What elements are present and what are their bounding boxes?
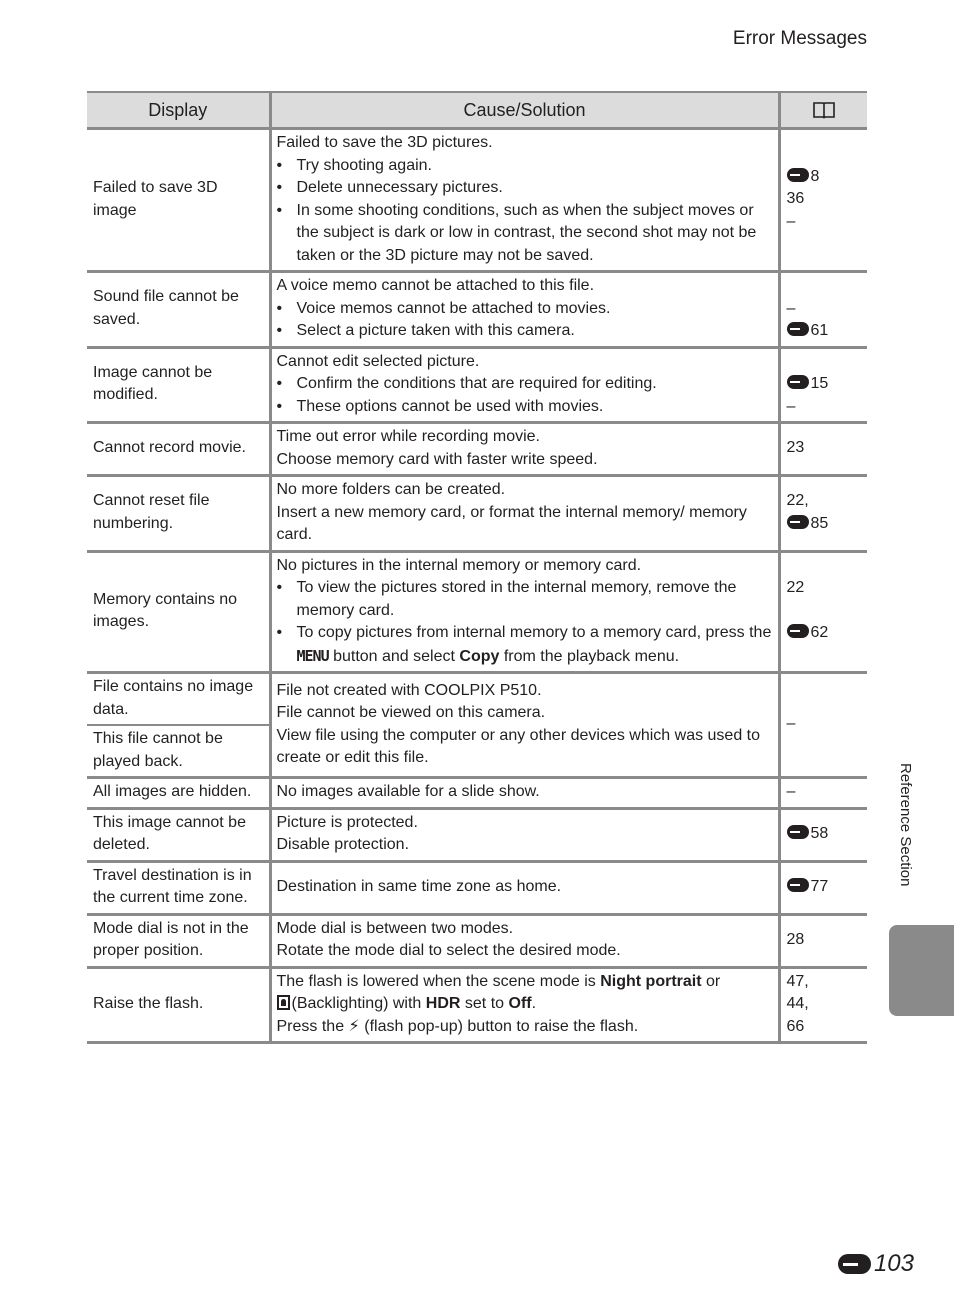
cause-line: Cannot edit selected picture. — [276, 352, 480, 370]
page-ref: 47, — [786, 972, 809, 990]
page-ref: – — [786, 715, 796, 733]
cause-cell — [270, 347, 779, 423]
page-ref: 66 — [786, 1017, 805, 1035]
display-cell: Travel destination is in the current time zone. — [87, 861, 270, 914]
header-reference — [779, 92, 867, 129]
side-section-label: Reference Section — [897, 763, 914, 887]
cause-cell — [270, 272, 779, 348]
reference-cell — [779, 129, 867, 272]
cause-cell — [270, 673, 779, 778]
bullet-item: • In some shooting conditions, such as when the subject moves or the subject is dark or low in contrast, the second shot may not be taken or the 3D picture may not be saved. — [276, 201, 757, 264]
cause-line: File not created with COOLPIX P510. — [276, 681, 542, 699]
cause-line: Mode dial is between two modes. — [276, 919, 514, 937]
backlighting-icon — [277, 995, 290, 1010]
reference-cell — [779, 808, 867, 861]
cause-cell — [270, 476, 779, 552]
page-ref: 62 — [810, 623, 829, 641]
bullet-item: • These options cannot be used with movies. — [276, 397, 604, 415]
section-tab — [889, 925, 954, 1016]
page-header-title: Error Messages — [732, 28, 867, 49]
table-row — [87, 808, 867, 861]
reference-section-icon — [787, 515, 810, 529]
page-ref: – — [786, 299, 796, 317]
reference-section-icon — [787, 825, 810, 839]
cause-line: View file using the computer or any other devices which was used to create or edit this file. — [276, 726, 761, 766]
page-ref: 22 — [786, 578, 805, 596]
page-ref: 61 — [810, 322, 829, 339]
table-row — [87, 778, 867, 809]
table-row — [87, 423, 867, 476]
bullet-item: • Delete unnecessary pictures. — [276, 179, 503, 196]
cause-cell — [270, 808, 779, 861]
page-ref: – — [786, 212, 796, 230]
reference-section-icon — [838, 1254, 872, 1274]
cause-line: No more folders can be created. — [276, 481, 506, 498]
header-cause-solution: Cause/Solution — [270, 92, 779, 129]
cause-line: File cannot be viewed on this camera. — [276, 704, 546, 721]
bullet-item: • Select a picture taken with this camera. — [276, 322, 575, 339]
error-messages-table — [87, 91, 867, 1044]
cause-cell: The flash is lowered when the scene mode is Night portrait or (Backlighting) with HDR set to Off. Press the ⚡ (flash pop-up) button to raise the flash. — [270, 967, 779, 1043]
table-header-row — [87, 92, 867, 129]
display-cell: This image cannot be deleted. — [87, 808, 270, 861]
book-icon — [812, 101, 836, 119]
table-row — [87, 673, 867, 726]
reference-cell — [779, 914, 867, 967]
reference-cell — [779, 347, 867, 423]
display-cell: File contains no image data. — [87, 673, 270, 726]
cause-line: Disable protection. — [276, 836, 410, 853]
page-ref: – — [786, 783, 796, 800]
bullet-item: • Voice memos cannot be attached to movies. — [276, 299, 611, 317]
reference-cell — [779, 272, 867, 348]
display-cell: Sound file cannot be saved. — [87, 272, 270, 348]
reference-section-icon — [787, 878, 810, 892]
cause-line: Destination in same time zone as home. — [276, 877, 562, 895]
display-cell: This file cannot be played back. — [87, 725, 270, 778]
page-ref: 23 — [786, 439, 805, 457]
cause-line: Choose memory card with faster write speed. — [276, 450, 598, 468]
cause-cell — [270, 861, 779, 914]
table-row — [87, 347, 867, 423]
cause-line: No images available for a slide show. — [276, 783, 540, 800]
cause-cell — [270, 778, 779, 809]
cause-line: A voice memo cannot be attached to this file. — [276, 277, 595, 294]
menu-button-icon: MENU — [296, 646, 329, 665]
table-row — [87, 272, 867, 348]
reference-cell — [779, 673, 867, 778]
display-cell: All images are hidden. — [87, 778, 270, 809]
page-ref: 85 — [810, 514, 829, 532]
page-ref: 77 — [810, 877, 829, 895]
page-number: 103 — [838, 1250, 914, 1278]
bullet-item: • Try shooting again. — [276, 156, 432, 174]
bullet-item: • Confirm the conditions that are required for editing. — [276, 375, 657, 392]
display-cell: Image cannot be modified. — [87, 347, 270, 423]
display-cell: Memory contains no images. — [87, 551, 270, 673]
cause-line: Rotate the mode dial to select the desired mode. — [276, 942, 621, 959]
display-cell: Raise the flash. — [87, 967, 270, 1043]
table-row — [87, 967, 867, 1043]
table-row — [87, 476, 867, 552]
page-ref: 22, — [786, 492, 809, 510]
reference-cell — [779, 476, 867, 552]
cause-line: Failed to save the 3D pictures. — [276, 134, 493, 151]
display-cell: Mode dial is not in the proper position. — [87, 914, 270, 967]
page-ref: 8 — [810, 167, 820, 185]
reference-section-icon — [787, 168, 810, 182]
bullet-item: • To view the pictures stored in the internal memory, remove the memory card. — [276, 579, 737, 619]
table-row — [87, 861, 867, 914]
display-cell: Cannot record movie. — [87, 423, 270, 476]
cause-cell — [270, 423, 779, 476]
cause-line: Time out error while recording movie. — [276, 428, 540, 445]
reference-cell — [779, 423, 867, 476]
reference-section-icon — [787, 624, 810, 638]
display-cell: Failed to save 3D image — [87, 129, 270, 272]
reference-cell — [779, 551, 867, 673]
reference-cell — [779, 967, 867, 1043]
cause-cell — [270, 551, 779, 673]
flash-popup-icon: ⚡ — [348, 1017, 360, 1035]
reference-section-icon — [787, 375, 810, 389]
page-ref: 58 — [810, 824, 829, 842]
cause-cell — [270, 129, 779, 272]
table-row — [87, 914, 867, 967]
header-display: Display — [87, 92, 270, 129]
page-ref: – — [786, 397, 796, 415]
page-ref: 36 — [786, 190, 805, 208]
reference-cell — [779, 861, 867, 914]
cause-line: No pictures in the internal memory or memory card. — [276, 556, 642, 574]
display-cell: Cannot reset file numbering. — [87, 476, 270, 552]
table-row — [87, 129, 867, 272]
cause-cell — [270, 914, 779, 967]
page-ref: 15 — [810, 375, 829, 392]
page-ref: 44, — [786, 995, 809, 1012]
cause-line: Picture is protected. — [276, 813, 418, 831]
reference-section-icon — [787, 322, 810, 336]
cause-line: Insert a new memory card, or format the internal memory/ memory card. — [276, 503, 747, 543]
reference-cell — [779, 778, 867, 809]
table-row — [87, 551, 867, 673]
page-ref: 28 — [786, 930, 805, 948]
bullet-item: • To copy pictures from internal memory to a memory card, press the MENU button and select Copy from the playback menu. — [276, 624, 772, 665]
